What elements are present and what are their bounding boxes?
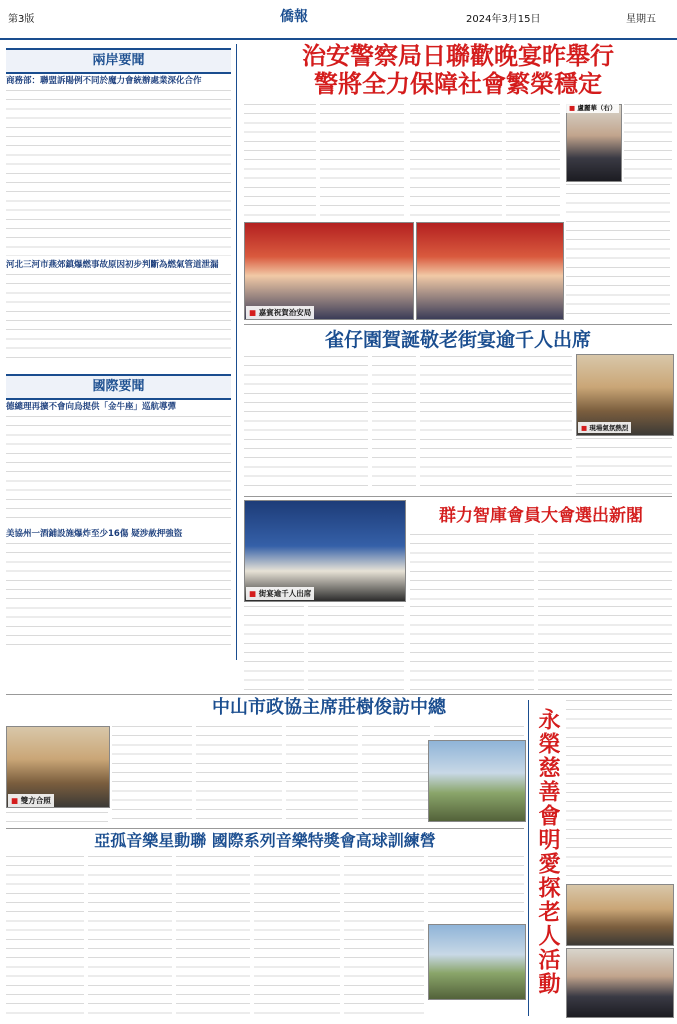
article-body — [112, 726, 192, 824]
article-title: 美協州一酒鋪設施爆炸至少16傷 疑涉赦押強盜 — [6, 529, 183, 539]
photo-caption: ■ 盧麗華（右） — [566, 102, 619, 113]
article-body — [196, 726, 282, 824]
article-title: 河北三河市燕郊鎮爆燃事故原因初步判斷為燃氣管道泄漏 — [6, 260, 219, 270]
event-photo — [428, 740, 526, 822]
event-photo — [566, 948, 674, 1018]
main-subheadline: 警將全力保障社會繁榮穩定 — [314, 69, 602, 98]
article-body — [428, 856, 524, 920]
article-body — [420, 356, 572, 486]
article-body — [244, 104, 316, 216]
article-body — [538, 534, 672, 600]
section-title-cross-strait: 兩岸要聞 — [6, 48, 231, 74]
article-body — [6, 543, 231, 653]
divider — [6, 828, 524, 829]
column-divider — [528, 700, 529, 1016]
article-body — [6, 856, 84, 1016]
page-header — [0, 0, 677, 40]
article-body — [254, 856, 340, 1016]
page-number: 第3版 — [8, 14, 35, 25]
article-body — [308, 606, 404, 692]
article-body — [244, 606, 304, 692]
vertical-headline: 永榮慈善會明愛探老人活動 — [535, 708, 561, 996]
column-divider — [236, 44, 237, 660]
story-headline: 亞孤音樂星動聯 國際系列音樂特獎會高球訓練營 — [94, 831, 436, 850]
article-body — [6, 416, 231, 524]
article-body — [410, 606, 534, 692]
story-headline: 群力智庫會員大會選出新閣 — [439, 506, 643, 526]
article-body — [372, 356, 416, 486]
issue-weekday: 星期五 — [626, 14, 656, 25]
main-photo-2 — [416, 222, 564, 320]
article-body — [566, 184, 670, 314]
article-body — [6, 90, 231, 256]
article-title: 商務部：聯盟訴陽例不同於魔力會統辦處業深化合作 — [6, 76, 202, 86]
article-body — [286, 726, 358, 824]
event-photo — [566, 884, 674, 946]
divider — [244, 324, 672, 325]
story-headline: 中山市政協主席莊樹俊訪中總 — [212, 697, 446, 718]
issue-date: 2024年3月15日 — [466, 14, 541, 25]
article-body — [410, 534, 534, 600]
story-headline: 雀仔園賀誕敬老街宴逾千人出席 — [324, 329, 591, 351]
photo-caption: ■ 嘉賓祝賀治安局 — [246, 306, 314, 319]
photo-caption: ■ 雙方合照 — [8, 794, 54, 807]
photo-caption: ■ 現場氣氛熱烈 — [578, 422, 631, 433]
article-body — [538, 606, 672, 692]
divider — [6, 694, 672, 695]
article-body — [506, 104, 560, 216]
article-body — [6, 812, 108, 824]
portrait-photo — [566, 104, 622, 182]
divider — [244, 496, 672, 497]
photo-caption: ■ 街宴逾千人出席 — [246, 587, 314, 600]
article-body — [410, 104, 502, 216]
article-body — [344, 856, 424, 1016]
article-body — [320, 104, 404, 216]
main-headline: 治安警察局日聯歡晚宴昨舉行 — [302, 41, 614, 70]
article-body — [624, 104, 672, 180]
article-body — [244, 356, 368, 486]
article-body — [176, 856, 250, 1016]
article-body — [576, 438, 672, 498]
masthead: 僑報 — [280, 9, 308, 25]
article-body — [566, 700, 672, 880]
article-title: 德總理再擴不會向烏提供「金牛座」巡航導彈 — [6, 402, 177, 412]
article-body — [88, 856, 172, 1016]
event-photo — [428, 924, 526, 1000]
article-body — [362, 726, 430, 824]
section-title-international: 國際要聞 — [6, 374, 231, 400]
article-body — [6, 274, 231, 366]
